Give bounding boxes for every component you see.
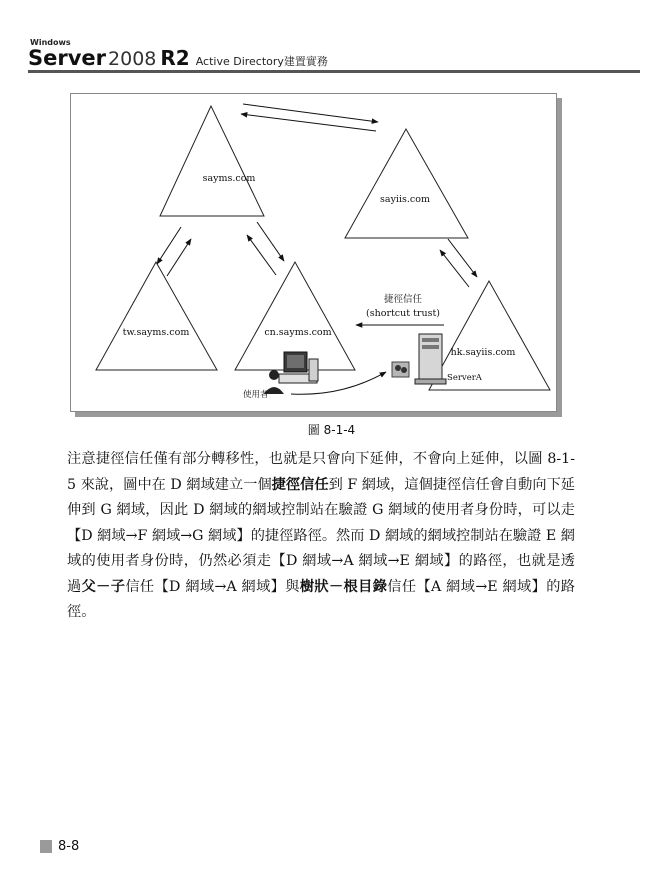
server-label: ServerA xyxy=(447,373,482,383)
domain-triangle-sayms xyxy=(160,106,264,216)
brand-server-label: Server xyxy=(28,46,107,70)
trust-arrow xyxy=(440,250,469,287)
node-label-hk-sayiis: hk.sayiis.com xyxy=(450,347,516,358)
directory-icon xyxy=(392,362,409,377)
node-label-cn-sayms: cn.sayms.com xyxy=(264,327,332,338)
bold-term-tree-root: 樹狀－根目錄 xyxy=(299,578,388,595)
trust-arrow xyxy=(167,239,191,276)
user-label: 使用者 xyxy=(243,390,269,400)
text-run: 信任【A 網域→E 網域】的路徑。 xyxy=(67,578,575,620)
text-run: 到 F 網域，這個捷徑信任會自動向下延伸到 G 網域，因此 D 網域的網域控制站在驗證 G 網域的使用者身份時，可以走【D 網域→F 網域→G 網域】的捷徑路徑。然而 D 網域的網域控制站在驗證 E 網域的使用者身份時，仍然必須走【D 網域→A 網域→E 網域】的路徑，也就是透過 xyxy=(67,476,575,595)
shortcut-trust-label: 捷徑信任 xyxy=(383,294,423,305)
bold-term-parent-child: 父－子 xyxy=(81,578,126,595)
text-run: 注意捷徑信任僅有部分轉移性，也就是只會向下延伸，不會向上延伸，以圖 8-1-5 來說，圖中在 D 網域建立一個 xyxy=(67,451,575,493)
server-icon xyxy=(415,334,446,384)
node-label-tw-sayms: tw.sayms.com xyxy=(122,327,190,338)
node-label-sayms: sayms.com xyxy=(202,173,256,184)
brand-r2-label: R2 xyxy=(160,46,190,70)
brand-windows-label: Windows xyxy=(30,38,71,47)
trust-arrow xyxy=(243,104,378,122)
trust-arrow xyxy=(247,235,276,275)
brand-year-label: 2008 xyxy=(108,48,157,70)
header-divider xyxy=(28,70,640,73)
bold-term-shortcut-trust: 捷徑信任 xyxy=(271,476,329,493)
page-number-marker xyxy=(40,840,52,853)
trust-arrow xyxy=(157,227,181,264)
page-number: 8-8 xyxy=(58,839,80,854)
figure-trust-diagram xyxy=(70,93,557,412)
text-run: 信任【D 網域→A 網域】與 xyxy=(125,578,300,595)
trust-diagram xyxy=(71,94,556,411)
figure-caption: 圖 8-1-4 xyxy=(307,423,356,437)
brand-title xyxy=(28,46,328,70)
body-paragraph xyxy=(67,447,575,626)
page-header xyxy=(28,38,640,74)
trust-arrow xyxy=(241,114,376,131)
node-label-sayiis: sayiis.com xyxy=(380,194,430,205)
domain-triangle-tw-sayms xyxy=(96,262,217,370)
shortcut-trust-english-label: (shortcut trust) xyxy=(366,308,440,319)
domain-triangle-sayiis xyxy=(345,129,468,238)
trust-arrow xyxy=(448,239,477,277)
book-subtitle: Active Directory建置實務 xyxy=(195,55,328,68)
